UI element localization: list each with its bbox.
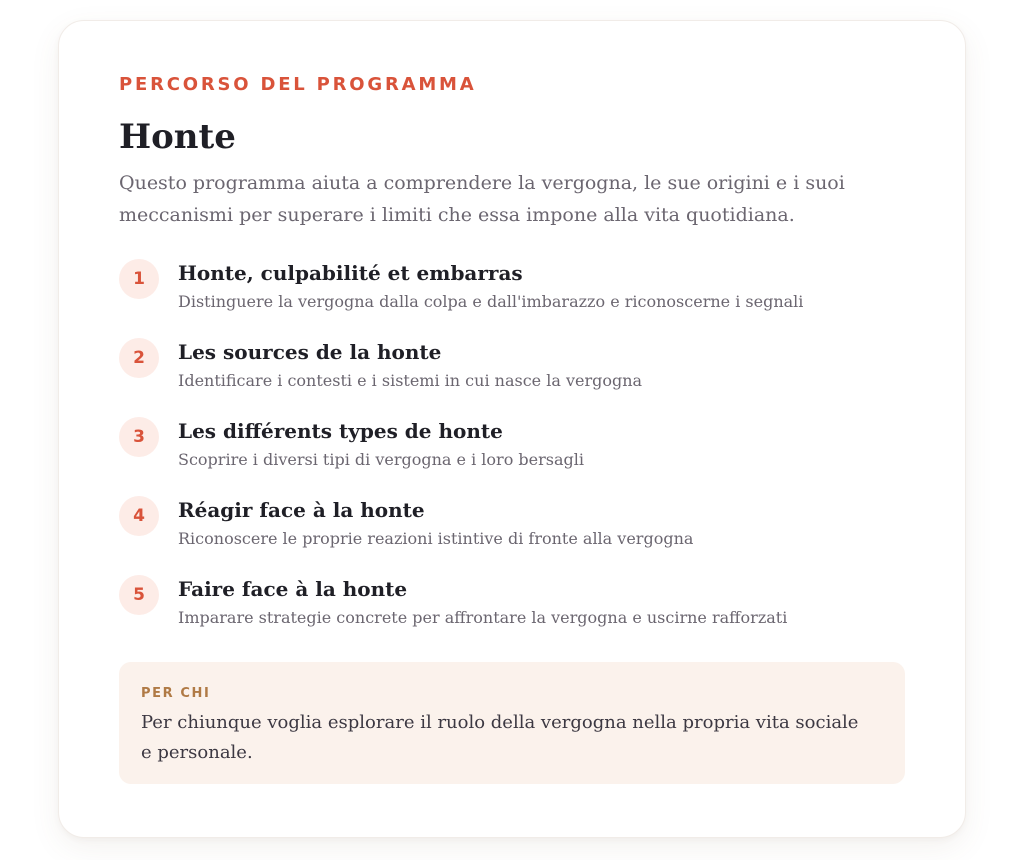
module-description: Riconoscere le proprie reazioni istintive di fronte alla vergogna — [178, 529, 694, 548]
module-number-badge: 3 — [119, 417, 159, 457]
module-number-badge: 5 — [119, 575, 159, 615]
audience-text: Per chiunque voglia esplorare il ruolo della vergogna nella propria vita sociale e personale. — [141, 712, 859, 763]
audience-box — [119, 662, 905, 784]
module-number-badge: 2 — [119, 338, 159, 378]
module-description: Identificare i contesti e i sistemi in cui nasce la vergogna — [178, 371, 643, 390]
module-text — [178, 496, 693, 552]
program-card — [58, 20, 966, 838]
module-text — [178, 575, 787, 631]
module-text — [178, 259, 803, 315]
module-text — [178, 338, 642, 394]
module-item — [119, 417, 905, 496]
section-eyebrow: PERCORSO DEL PROGRAMMA — [119, 74, 477, 95]
module-title: Honte, culpabilité et embarras — [178, 261, 523, 285]
module-text — [178, 417, 584, 473]
module-title: Les différents types de honte — [178, 419, 503, 443]
module-title: Faire face à la honte — [178, 577, 408, 601]
module-item — [119, 575, 905, 654]
module-list — [119, 259, 905, 654]
module-item — [119, 338, 905, 417]
module-title: Les sources de la honte — [178, 340, 442, 364]
program-description: Questo programma aiuta a comprendere la vergogna, le sue origini e i suoi meccanismi per superare i limiti che essa impone alla vita quotidiana. — [119, 172, 845, 226]
module-number-badge: 1 — [119, 259, 159, 299]
module-title: Réagir face à la honte — [178, 498, 425, 522]
module-description: Distinguere la vergogna dalla colpa e dall'imbarazzo e riconoscerne i segnali — [178, 292, 804, 311]
program-title: Honte — [119, 117, 236, 157]
module-number-badge: 4 — [119, 496, 159, 536]
module-item — [119, 496, 905, 575]
module-item — [119, 259, 905, 338]
audience-label: PER CHI — [141, 686, 211, 701]
module-description: Scoprire i diversi tipi di vergogna e i loro bersagli — [178, 450, 584, 469]
module-description: Imparare strategie concrete per affrontare la vergogna e uscirne rafforzati — [178, 608, 788, 627]
